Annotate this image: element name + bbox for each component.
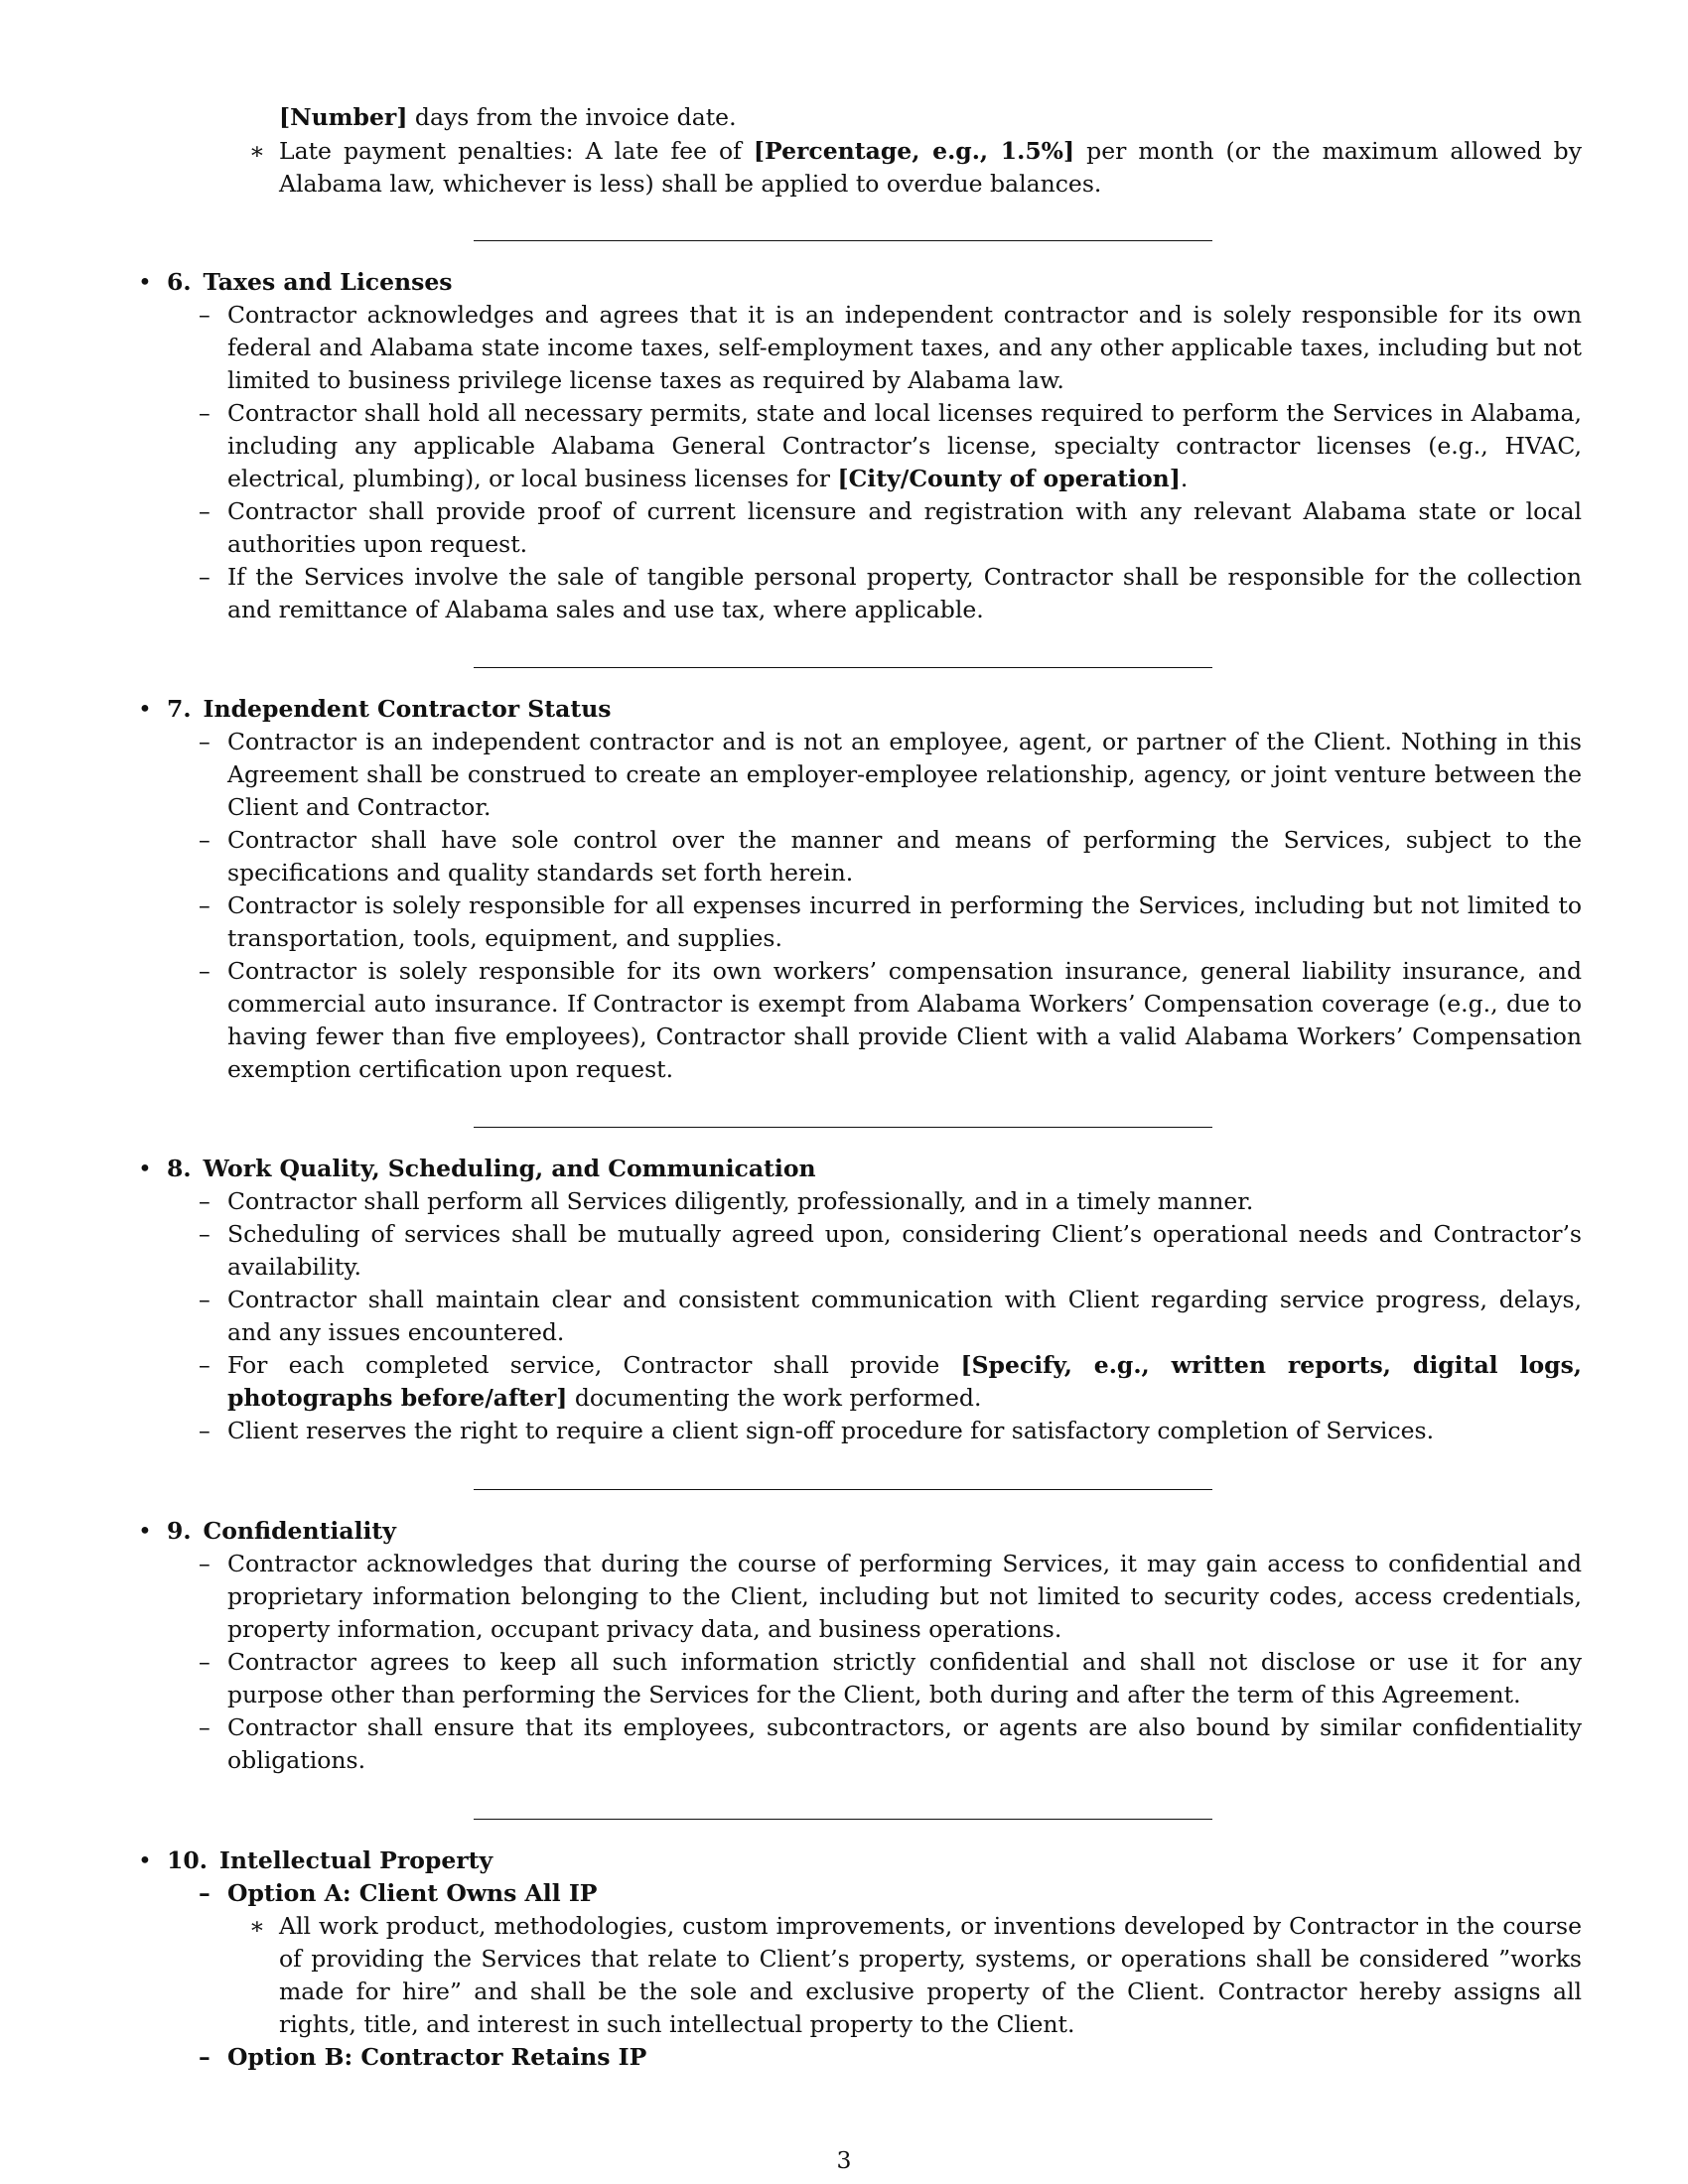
dash-marker: – (199, 1648, 211, 1676)
section-8-item-2: Scheduling of services shall be mutually agreed upon, considering Client’s operational needs and Contractor’s availability. (227, 1220, 1582, 1281)
dash-marker: – (199, 891, 211, 919)
section-7-item-3: Contractor is solely responsible for all expenses incurred in performing the Services, including but not limited to transportation, tools, equipment, and supplies. (227, 891, 1582, 952)
option-a-text: All work product, methodologies, custom improvements, or inventions developed by Contractor in the course of providing the Services that relate to Client’s property, systems, or operations shall be considered ”works made for hire” and shall be the sole and exclusive property of the Client. Contractor hereby assigns all rights, title, and interest in such intellectual property to the Client. (279, 1912, 1582, 2038)
percentage-placeholder: [Percentage, e.g., 1.5%] (753, 137, 1075, 165)
dash-marker: – (199, 1550, 211, 1577)
section-8-item-4: For each completed service, Contractor shall provide [Specify, e.g., written reports, digital logs, photographs before/after] documenting the work performed. (227, 1351, 1582, 1412)
section-7-heading: 7. Independent Contractor Status (167, 695, 612, 723)
section-divider (474, 1819, 1212, 1820)
section-8-item-5: Client reserves the right to require a client sign-off procedure for satisfactory completion of Services. (227, 1417, 1435, 1444)
section-6-heading: 6. Taxes and Licenses (167, 268, 453, 296)
section-6-item-2: Contractor shall hold all necessary permits, state and local licenses required to perform the Services in Alabama, including any applicable Alabama General Contractor’s license, specialty contractor licenses (e.g., HVAC, electrical, plumbing), or local business licenses for [City/County of operation]. (227, 399, 1582, 492)
section-bullet: • (138, 1155, 152, 1182)
dash-marker: – (199, 1879, 211, 1907)
dash-marker: – (199, 2043, 211, 2071)
section-bullet: • (138, 695, 152, 723)
star-marker: ∗ (249, 1912, 265, 1940)
section-divider (474, 1489, 1212, 1490)
documentation-placeholder: [Specify, e.g., written reports, digital logs, photographs before/after] (227, 1351, 1582, 1412)
dash-marker: – (199, 1286, 211, 1313)
city-county-placeholder: [City/County of operation] (837, 465, 1181, 492)
section-bullet: • (138, 268, 152, 296)
section-divider (474, 1127, 1212, 1128)
option-a-heading: Option A: Client Owns All IP (227, 1879, 598, 1907)
dash-marker: – (199, 563, 211, 591)
section-9-item-3: Contractor shall ensure that its employees, subcontractors, or agents are also bound by similar confidentiality obligations. (227, 1713, 1582, 1774)
dash-marker: – (199, 301, 211, 329)
section-8-heading: 8. Work Quality, Scheduling, and Communication (167, 1155, 816, 1182)
section-7-item-4: Contractor is solely responsible for its own workers’ compensation insurance, general liability insurance, and commercial auto insurance. If Contractor is exempt from Alabama Workers’ Compensation coverage (e.g., due to having fewer than five employees), Contractor shall provide Client with a valid Alabama Workers’ Compensation exemption certification upon request. (227, 957, 1582, 1083)
dash-marker: – (199, 1220, 211, 1248)
section-6-item-3: Contractor shall provide proof of current licensure and registration with any relevant Alabama state or local authorities upon request. (227, 497, 1582, 558)
section-divider (474, 240, 1212, 241)
dash-marker: – (199, 1713, 211, 1741)
section-6-item-1: Contractor acknowledges and agrees that it is an independent contractor and is solely responsible for its own federal and Alabama state income taxes, self-employment taxes, and any other applicable taxes, including but not limited to business privilege license taxes as required by Alabama law. (227, 301, 1582, 394)
section-10-heading: 10. Intellectual Property (167, 1846, 493, 1874)
late-payment-item: Late payment penalties: A late fee of [Percentage, e.g., 1.5%] per month (or the maximum allowed by Alabama law, whichever is less) shall be applied to overdue balances. (279, 137, 1582, 198)
number-placeholder: [Number] (279, 103, 408, 131)
dash-marker: – (199, 497, 211, 525)
section-8-item-1: Contractor shall perform all Services diligently, professionally, and in a timely manner. (227, 1187, 1254, 1215)
section-9-item-1: Contractor acknowledges that during the course of performing Services, it may gain access to confidential and proprietary information belonging to the Client, including but not limited to security codes, access credentials, property information, occupant privacy data, and business operations. (227, 1550, 1582, 1643)
page-number: 3 (836, 2146, 852, 2174)
dash-marker: – (199, 826, 211, 854)
section-bullet: • (138, 1517, 152, 1545)
section-9-item-2: Contractor agrees to keep all such information strictly confidential and shall not disclose or use it for any purpose other than performing the Services for the Client, both during and after the term of this Agreement. (227, 1648, 1582, 1708)
section-divider (474, 667, 1212, 668)
dash-marker: – (199, 728, 211, 755)
section-7-item-2: Contractor shall have sole control over the manner and means of performing the Services, subject to the specifications and quality standards set forth herein. (227, 826, 1582, 887)
dash-marker: – (199, 957, 211, 985)
section-bullet: • (138, 1846, 152, 1874)
payment-terms-continuation: [Number] days from the invoice date. (279, 103, 737, 131)
dash-marker: – (199, 399, 211, 427)
section-6-item-4: If the Services involve the sale of tangible personal property, Contractor shall be responsible for the collection and remittance of Alabama sales and use tax, where applicable. (227, 563, 1582, 623)
dash-marker: – (199, 1351, 211, 1379)
section-9-heading: 9. Confidentiality (167, 1517, 396, 1545)
dash-marker: – (199, 1187, 211, 1215)
section-7-item-1: Contractor is an independent contractor and is not an employee, agent, or partner of the Client. Nothing in this Agreement shall be construed to create an employer-employee relationship, agency, or joint venture between the Client and Contractor. (227, 728, 1582, 821)
star-marker: ∗ (249, 137, 265, 165)
section-8-item-3: Contractor shall maintain clear and consistent communication with Client regarding service progress, delays, and any issues encountered. (227, 1286, 1582, 1346)
dash-marker: – (199, 1417, 211, 1444)
option-b-heading: Option B: Contractor Retains IP (227, 2043, 647, 2071)
